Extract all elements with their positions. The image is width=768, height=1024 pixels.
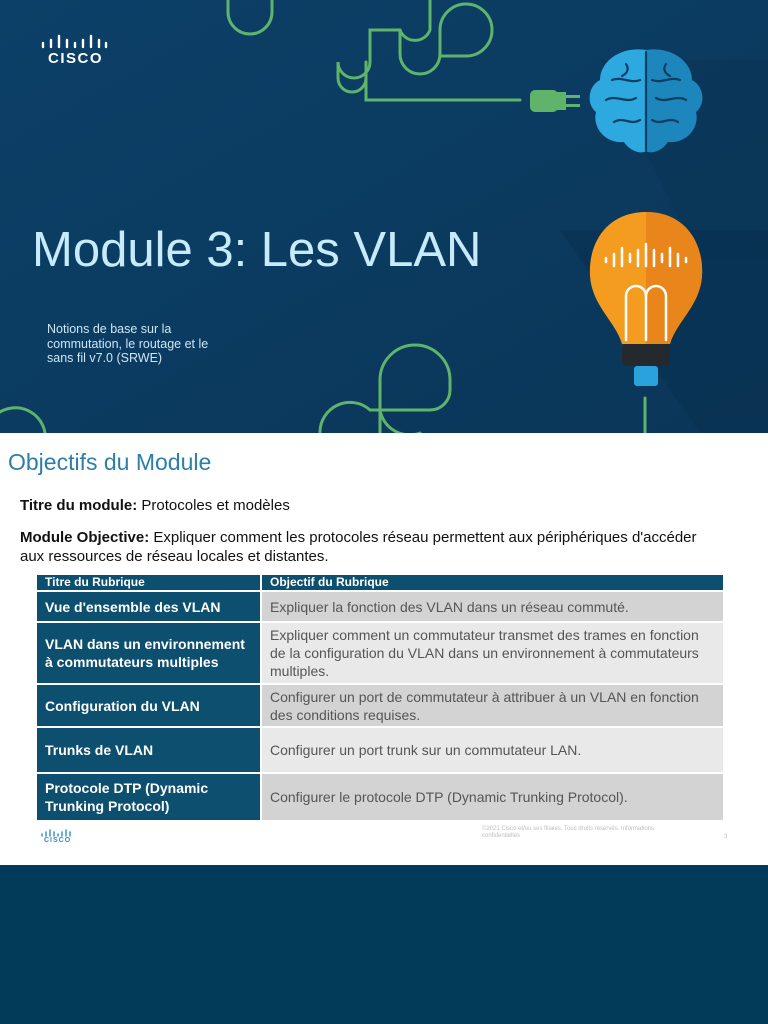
- table-row: [37, 726, 723, 772]
- topic-cell: Trunks de VLAN: [37, 726, 262, 772]
- cisco-bars-icon: [40, 829, 72, 837]
- module-objective-label: Module Objective:: [20, 529, 150, 546]
- module-title-value: Protocoles et modèles: [141, 497, 290, 514]
- objectives-slide: [0, 433, 768, 865]
- footer-copyright: ©2021 Cisco et/ou ses filiales. Tous droits réservés. Informations confidentielles: [482, 826, 655, 839]
- footer-cisco-text: CISCO: [44, 837, 72, 844]
- cisco-bars-icon: [40, 34, 108, 50]
- objectives-heading: Objectifs du Module: [8, 449, 212, 475]
- topic-cell: VLAN dans un environnement à commutateurs multiples: [37, 621, 262, 683]
- decorative-lines: [0, 0, 768, 433]
- table-row: [37, 772, 723, 820]
- cisco-logo: [40, 34, 108, 67]
- objective-cell: Configurer un port trunk sur un commutateur LAN.: [262, 726, 723, 772]
- slide-subtitle: Notions de base sur la commutation, le routage et le sans fil v7.0 (SRWE): [47, 322, 209, 365]
- objective-cell: Configurer le protocole DTP (Dynamic Trunking Protocol).: [262, 772, 723, 820]
- table-row: [37, 683, 723, 726]
- table-row: [37, 590, 723, 621]
- cisco-logo-text: CISCO: [48, 50, 104, 67]
- title-slide: [0, 0, 768, 433]
- module-title-label: Titre du module:: [20, 497, 138, 514]
- objective-cell: Expliquer comment un commutateur transmet des trames en fonction de la configuration du VLAN dans un environnement à commutateurs multiples.: [262, 621, 723, 683]
- topics-table: [37, 575, 723, 820]
- table-row: [37, 621, 723, 683]
- objective-cell: Configurer un port de commutateur à attribuer à un VLAN en fonction des conditions requises.: [262, 683, 723, 726]
- topic-cell: Configuration du VLAN: [37, 683, 262, 726]
- slide-title: Module 3: Les VLAN: [32, 223, 482, 277]
- topic-cell: Vue d'ensemble des VLAN: [37, 590, 262, 621]
- module-objective-line: [20, 528, 700, 566]
- header-topic-objective: Objectif du Rubrique: [262, 575, 723, 590]
- table-header-row: [37, 575, 723, 590]
- footer-cisco-logo: [40, 829, 72, 844]
- empty-background: [0, 865, 768, 1024]
- page-number: 3: [724, 834, 728, 840]
- topic-cell: Protocole DTP (Dynamic Trunking Protocol): [37, 772, 262, 820]
- module-objective-value: Expliquer comment les protocoles réseau permettent aux périphériques d'accéder aux ressources de réseau locales et distantes.: [20, 529, 697, 565]
- module-title-line: [20, 496, 290, 515]
- header-topic-title: Titre du Rubrique: [37, 575, 262, 590]
- objective-cell: Expliquer la fonction des VLAN dans un réseau commuté.: [262, 590, 723, 621]
- brain-icon: [590, 49, 703, 152]
